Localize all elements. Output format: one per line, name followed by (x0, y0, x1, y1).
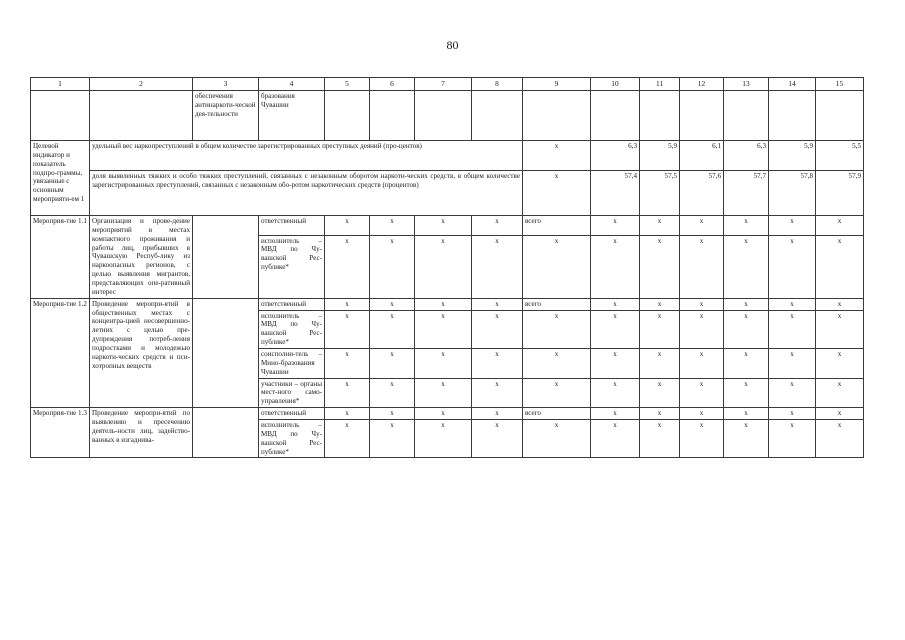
column-number: 10 (591, 78, 640, 91)
value-cell: x (640, 216, 680, 236)
column-number: 7 (415, 78, 472, 91)
indicator-value: 6,3 (591, 141, 640, 171)
value-cell: x (370, 235, 415, 298)
value-cell: x (325, 310, 370, 348)
indicator-value: 6,3 (724, 141, 769, 171)
empty-cell (523, 91, 591, 141)
executor-text: соисполни-тель – Мино-бразования Чувашии (259, 349, 325, 379)
value-cell: x (640, 349, 680, 379)
value-cell: x (724, 378, 769, 408)
event-column-3 (193, 408, 259, 458)
executor-text: исполнитель – МВД по Чу-вашской Рес-публике* (259, 420, 325, 458)
value-cell: x (816, 235, 864, 298)
funding-source: x (523, 349, 591, 379)
value-cell: x (769, 349, 816, 379)
value-cell: x (415, 420, 472, 458)
column-number-row (31, 78, 864, 91)
column-number: 6 (370, 78, 415, 91)
value-cell: x (724, 420, 769, 458)
event-row (31, 298, 864, 310)
value-cell: x (591, 235, 640, 298)
empty-cell (325, 91, 370, 141)
indicator-label: Целевой индикатор и показатель подпро-граммы, увязанные с основным мероприяти-ем 1 (31, 141, 90, 216)
event-description: Организация и прове-дение мероприятий в местах компактного проживания и работы лиц, прибывших в Чувашскую Респуб-лику из наркоопасных регионов, с целью выявления мигрантов, представляющих опе-ративный интерес (90, 216, 193, 299)
indicator-column-9: x (523, 141, 591, 171)
empty-cell (472, 91, 523, 141)
funding-source: всего (523, 216, 591, 236)
table-body (31, 78, 864, 458)
value-cell: x (769, 298, 816, 310)
value-cell: x (640, 235, 680, 298)
value-cell: x (816, 216, 864, 236)
executor-text: ответственный (259, 216, 325, 236)
column-number: 13 (724, 78, 769, 91)
value-cell: x (591, 420, 640, 458)
funding-source: x (523, 420, 591, 458)
value-cell: x (724, 235, 769, 298)
empty-cell (640, 91, 680, 141)
value-cell: x (325, 420, 370, 458)
value-cell: x (680, 310, 724, 348)
indicator-value: 5,9 (640, 141, 680, 171)
value-cell: x (325, 349, 370, 379)
value-cell: x (724, 216, 769, 236)
value-cell: x (591, 310, 640, 348)
value-cell: x (724, 310, 769, 348)
value-cell: x (591, 298, 640, 310)
value-cell: x (370, 349, 415, 379)
value-cell: x (769, 216, 816, 236)
value-cell: x (591, 349, 640, 379)
empty-cell (724, 91, 769, 141)
event-label: Мероприя-тие 1.1 (31, 216, 90, 299)
event-description: Проведение меропри-ятий в общественных местах с концентра-цией несовершенно-летних с целью пре-дупреждения потреб-ления подростками и молодежью наркоти-ческих средств и пси-хотропных веществ (90, 298, 193, 407)
value-cell: x (816, 349, 864, 379)
value-cell: x (724, 408, 769, 420)
value-cell: x (816, 408, 864, 420)
value-cell: x (680, 349, 724, 379)
value-cell: x (816, 298, 864, 310)
continuation-text-col3: обеспечения антинаркоти-ческой дея-тельности (193, 91, 259, 141)
funding-source: x (523, 235, 591, 298)
column-number: 2 (90, 78, 193, 91)
value-cell: x (769, 408, 816, 420)
value-cell: x (769, 310, 816, 348)
value-cell: x (640, 298, 680, 310)
column-number: 9 (523, 78, 591, 91)
value-cell: x (680, 408, 724, 420)
value-cell: x (724, 349, 769, 379)
column-number: 12 (680, 78, 724, 91)
value-cell: x (769, 235, 816, 298)
indicator-text: удельный вес наркопреступлений в общем количестве зарегистрированных преступных деяний (про-центов) (90, 141, 523, 171)
value-cell: x (415, 310, 472, 348)
empty-cell (31, 91, 90, 141)
funding-source: x (523, 378, 591, 408)
value-cell: x (591, 408, 640, 420)
value-cell: x (415, 408, 472, 420)
column-number: 5 (325, 78, 370, 91)
empty-cell (415, 91, 472, 141)
value-cell: x (325, 408, 370, 420)
value-cell: x (472, 298, 523, 310)
column-number: 11 (640, 78, 680, 91)
column-number: 4 (259, 78, 325, 91)
executor-text: исполнитель – МВД по Чу-вашской Рес-публике* (259, 310, 325, 348)
continuation-text-col4: бразования Чувашии (259, 91, 325, 141)
indicator-value: 57,4 (591, 171, 640, 216)
column-number: 15 (816, 78, 864, 91)
value-cell: x (640, 378, 680, 408)
value-cell: x (680, 298, 724, 310)
executor-text: ответственный (259, 298, 325, 310)
continuation-row (31, 91, 864, 141)
value-cell: x (816, 420, 864, 458)
value-cell: x (415, 216, 472, 236)
value-cell: x (415, 349, 472, 379)
value-cell: x (769, 378, 816, 408)
value-cell: x (680, 378, 724, 408)
empty-cell (769, 91, 816, 141)
event-column-3 (193, 216, 259, 299)
empty-cell (90, 91, 193, 141)
event-label: Мероприя-тие 1.2 (31, 298, 90, 407)
value-cell: x (472, 310, 523, 348)
funding-source: всего (523, 408, 591, 420)
indicator-value: 57,8 (769, 171, 816, 216)
value-cell: x (370, 378, 415, 408)
column-number: 3 (193, 78, 259, 91)
value-cell: x (591, 216, 640, 236)
empty-cell (680, 91, 724, 141)
value-cell: x (472, 349, 523, 379)
column-number: 14 (769, 78, 816, 91)
indicator-value: 57,7 (724, 171, 769, 216)
funding-source: всего (523, 298, 591, 310)
value-cell: x (640, 420, 680, 458)
value-cell: x (591, 378, 640, 408)
value-cell: x (472, 408, 523, 420)
empty-cell (591, 91, 640, 141)
value-cell: x (680, 235, 724, 298)
value-cell: x (472, 378, 523, 408)
event-column-3 (193, 298, 259, 407)
value-cell: x (370, 216, 415, 236)
value-cell: x (640, 408, 680, 420)
value-cell: x (370, 298, 415, 310)
event-row (31, 216, 864, 236)
event-label: Мероприя-тие 1.3 (31, 408, 90, 458)
empty-cell (816, 91, 864, 141)
executor-text: участники – органы мест-ного само-управления* (259, 378, 325, 408)
indicator-text: доля выявленных тяжких и особо тяжких преступлений, связанных с незаконным оборотом наркоти-ческих средств, в общем количестве зарегистрированных преступлений, связанных с незаконным обо-ротом наркотических средств (процентов) (90, 171, 523, 216)
indicator-row (31, 171, 864, 216)
event-description: Проведение меропри-ятий по выявлению и пресечению деятель-ности лиц, задейство-ванных в изгаднива- (90, 408, 193, 458)
indicator-value: 57,5 (640, 171, 680, 216)
empty-cell (370, 91, 415, 141)
value-cell: x (325, 298, 370, 310)
indicator-value: 5,9 (769, 141, 816, 171)
value-cell: x (370, 408, 415, 420)
value-cell: x (325, 235, 370, 298)
indicator-value: 6,1 (680, 141, 724, 171)
funding-source: x (523, 310, 591, 348)
value-cell: x (769, 420, 816, 458)
value-cell: x (325, 216, 370, 236)
event-row (31, 408, 864, 420)
value-cell: x (816, 378, 864, 408)
page-number: 80 (446, 38, 459, 52)
value-cell: x (680, 420, 724, 458)
value-cell: x (370, 420, 415, 458)
executor-text: ответственный (259, 408, 325, 420)
value-cell: x (415, 235, 472, 298)
indicator-value: 57,9 (816, 171, 864, 216)
executor-text: исполнитель – МВД по Чу-вашской Рес-публике* (259, 235, 325, 298)
value-cell: x (724, 298, 769, 310)
indicator-value: 5,5 (816, 141, 864, 171)
value-cell: x (816, 310, 864, 348)
program-table (30, 77, 864, 458)
indicator-column-9: x (523, 171, 591, 216)
value-cell: x (325, 378, 370, 408)
value-cell: x (640, 310, 680, 348)
value-cell: x (472, 420, 523, 458)
indicator-row (31, 141, 864, 171)
value-cell: x (472, 216, 523, 236)
value-cell: x (472, 235, 523, 298)
indicator-value: 57,6 (680, 171, 724, 216)
value-cell: x (415, 298, 472, 310)
value-cell: x (370, 310, 415, 348)
column-number: 8 (472, 78, 523, 91)
column-number: 1 (31, 78, 90, 91)
value-cell: x (680, 216, 724, 236)
value-cell: x (415, 378, 472, 408)
